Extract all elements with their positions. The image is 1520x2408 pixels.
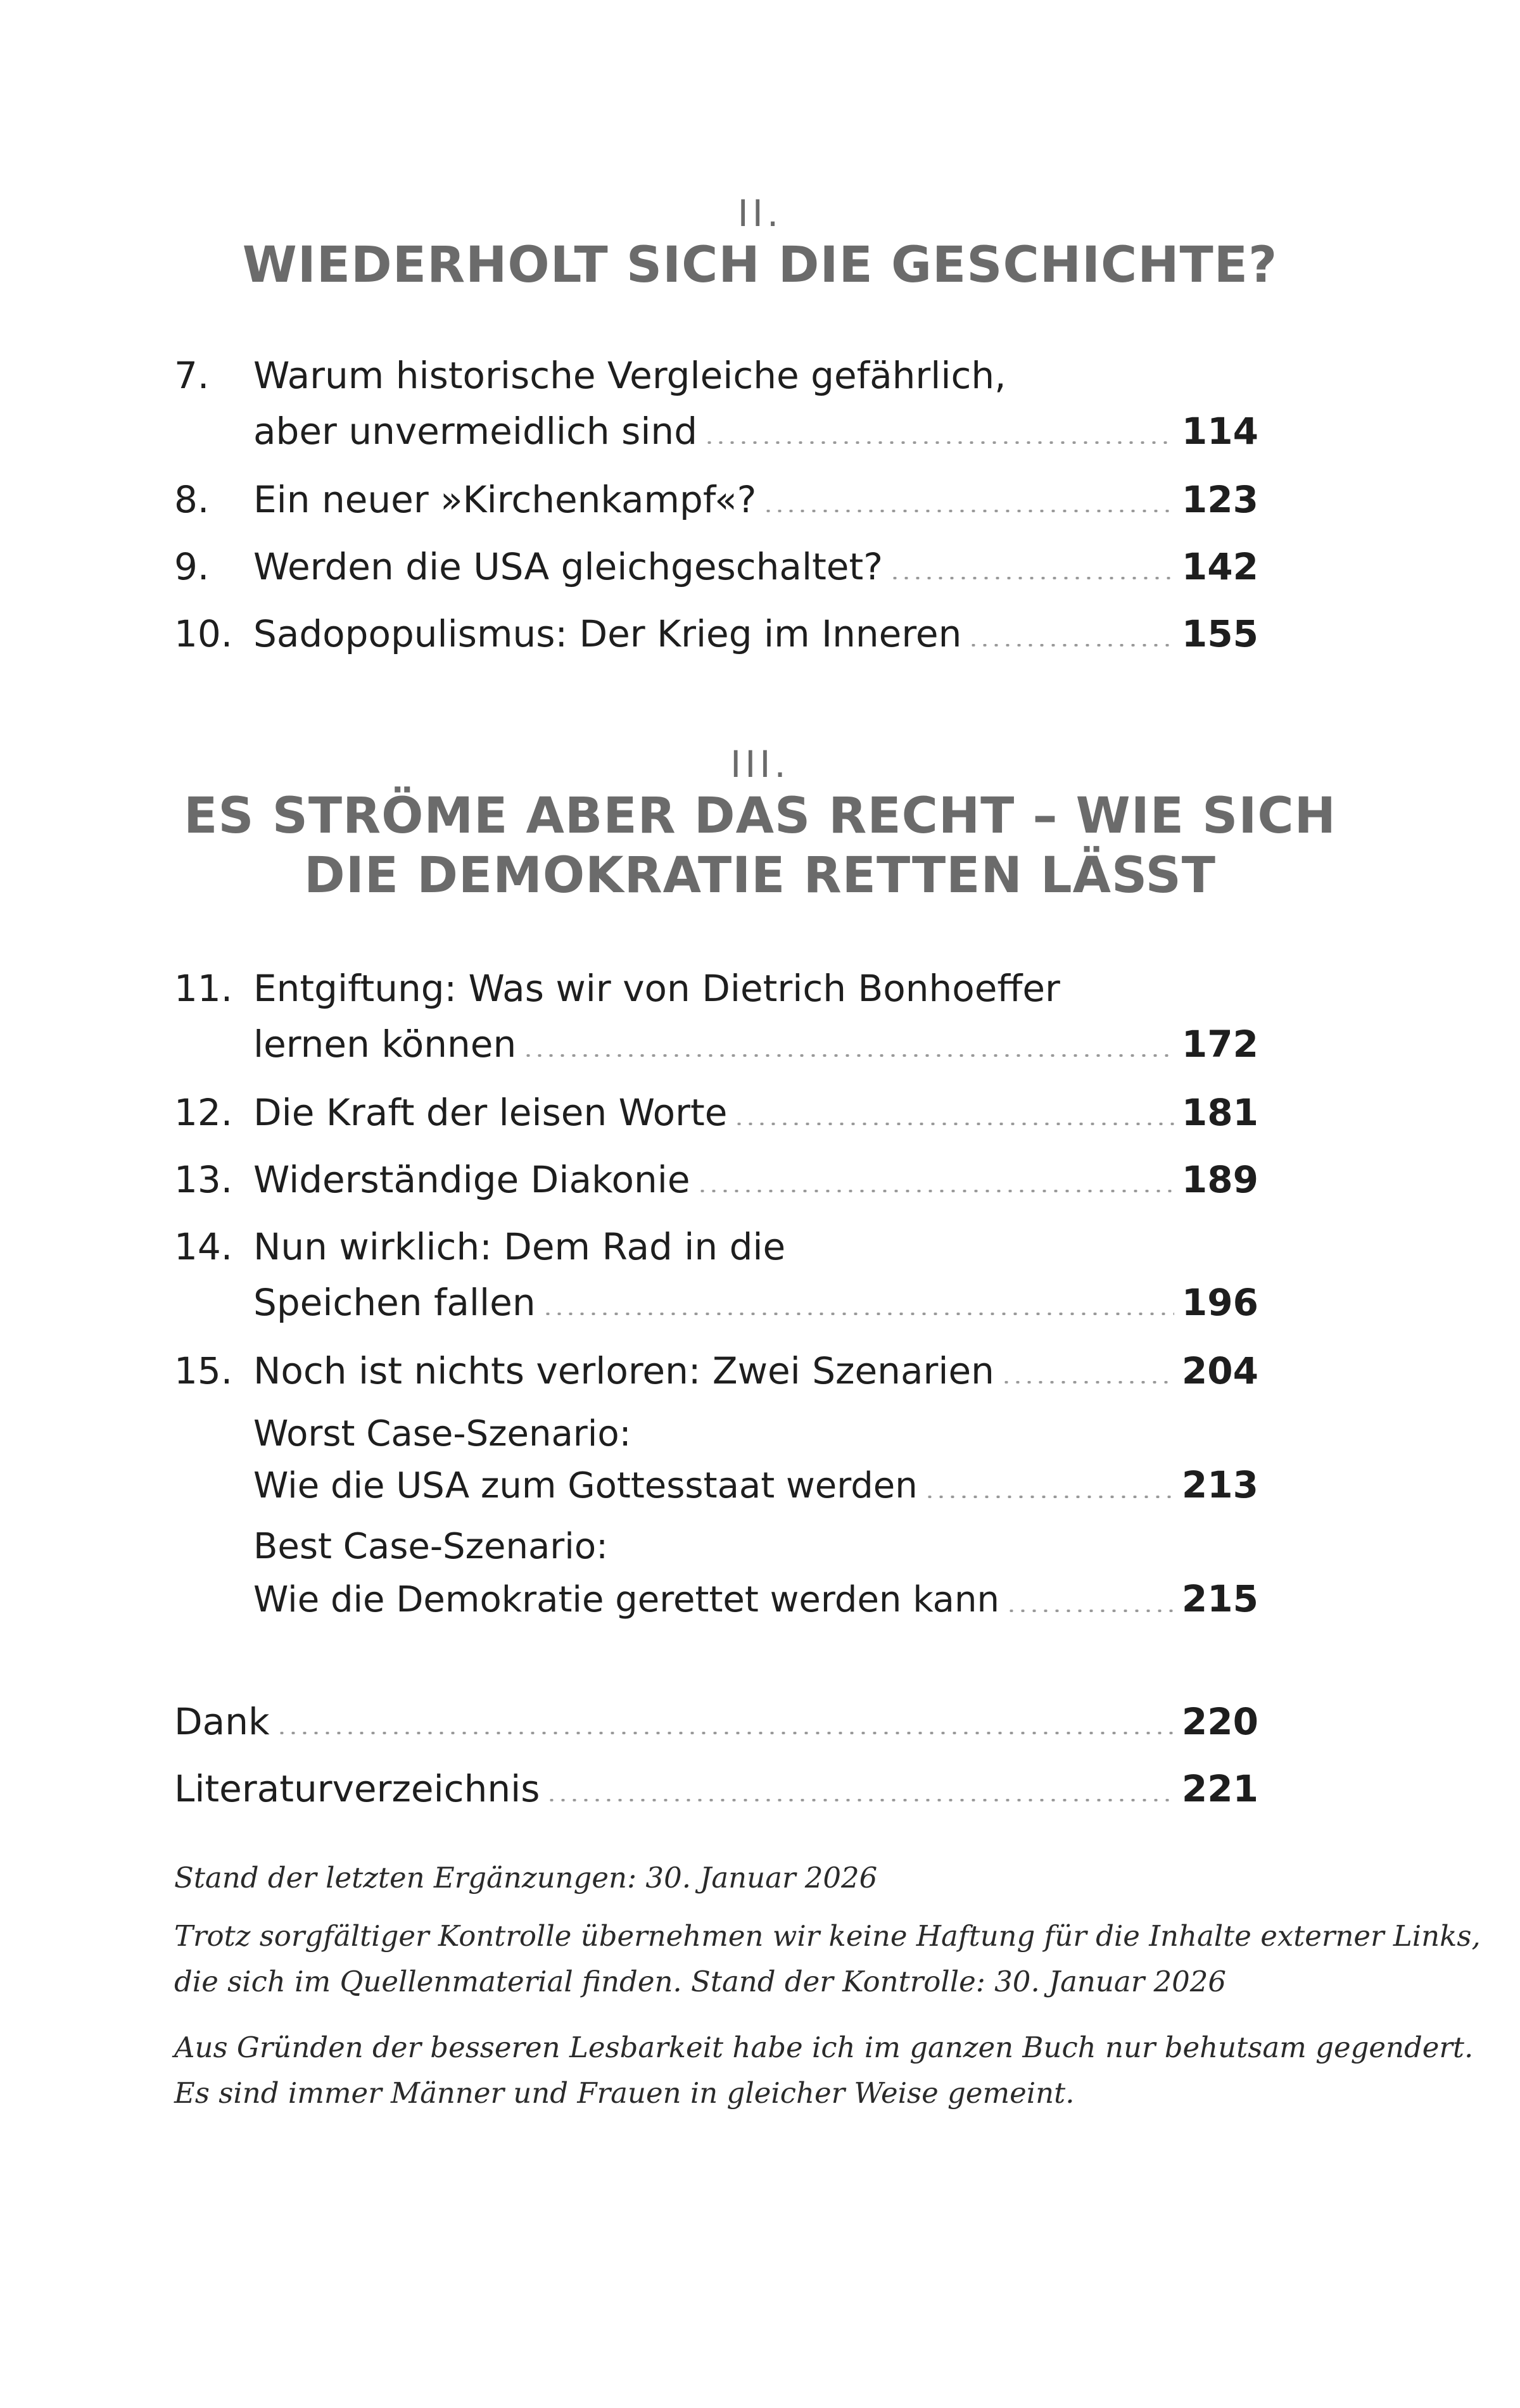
dot-leader bbox=[546, 1799, 1174, 1801]
chapter-number: 12. bbox=[174, 1091, 233, 1134]
chapter-number: 11. bbox=[174, 967, 233, 1010]
subentry-title-line2: Wie die Demokratie gerettet werden kann bbox=[253, 1579, 999, 1620]
chapter-title: Sadopopulismus: Der Krieg im Inneren bbox=[253, 612, 962, 655]
section-heading-2 bbox=[0, 191, 1520, 295]
chapter-title: Ein neuer »Kirchenkampf«? bbox=[253, 478, 757, 521]
dot-leader bbox=[733, 1123, 1174, 1125]
note-gender bbox=[174, 2025, 1474, 2116]
section-title-line2: DIE DEMOKRATIE RETTEN LÄSST bbox=[303, 847, 1217, 904]
section-title-line1: ES STRÖME ABER DAS RECHT – WIE SICH bbox=[184, 788, 1336, 845]
chapter-title: Werden die USA gleichgeschaltet? bbox=[253, 545, 884, 588]
toc-entry-13 bbox=[174, 1151, 1258, 1208]
backmatter-title: Literaturverzeichnis bbox=[174, 1767, 540, 1810]
chapter-title-line2: aber unvermeidlich sind bbox=[253, 410, 698, 453]
chapter-title-line2: lernen können bbox=[253, 1023, 517, 1066]
toc-entry-7 bbox=[174, 347, 1258, 404]
toc-entry-9 bbox=[174, 538, 1258, 595]
toc-subentry-best-case-cont bbox=[174, 1570, 1258, 1627]
chapter-title-line1: Entgiftung: Was wir von Dietrich Bonhoeffer bbox=[253, 967, 1060, 1010]
chapter-title-line2: Speichen fallen bbox=[253, 1281, 536, 1324]
page-number: 213 bbox=[1181, 1463, 1258, 1506]
chapter-title: Widerständige Diakonie bbox=[253, 1158, 690, 1201]
subentry-title-line1: Worst Case-Szenario: bbox=[253, 1413, 631, 1454]
dot-leader bbox=[697, 1190, 1174, 1192]
note-gender-line2: Es sind immer Männer und Frauen in gleicher Weise gemeint. bbox=[174, 2076, 1075, 2110]
page-number: 123 bbox=[1181, 478, 1258, 521]
toc-subentry-worst-case bbox=[174, 1406, 1258, 1463]
note-stand-text: Stand der letzten Ergänzungen: 30. Januar 2026 bbox=[174, 1861, 878, 1894]
page-number: 196 bbox=[1181, 1281, 1258, 1324]
dot-leader bbox=[763, 510, 1174, 512]
chapter-number: 8. bbox=[174, 478, 210, 521]
page-number: 181 bbox=[1181, 1091, 1258, 1134]
page-number: 215 bbox=[1181, 1577, 1258, 1620]
chapter-number: 9. bbox=[174, 545, 210, 588]
chapter-number: 7. bbox=[174, 354, 210, 397]
note-stand bbox=[174, 1855, 1314, 1901]
chapter-title-line1: Nun wirklich: Dem Rad in die bbox=[253, 1225, 786, 1268]
toc-entry-11 bbox=[174, 960, 1258, 1017]
backmatter-title: Dank bbox=[174, 1700, 270, 1743]
toc-subentry-best-case bbox=[174, 1518, 1258, 1575]
section-heading-3 bbox=[0, 742, 1520, 905]
chapter-number: 15. bbox=[174, 1349, 233, 1392]
toc-entry-8 bbox=[174, 471, 1258, 528]
toc-entry-14-cont bbox=[174, 1274, 1258, 1331]
page-number: 189 bbox=[1181, 1158, 1258, 1201]
chapter-title-line1: Warum historische Vergleiche gefährlich, bbox=[253, 354, 1006, 397]
subentry-title-line2: Wie die USA zum Gottesstaat werden bbox=[253, 1465, 918, 1506]
note-gender-line1: Aus Gründen der besseren Lesbarkeit habe ich im ganzen Buch nur behutsam gegendert. bbox=[174, 2031, 1474, 2064]
note-haftung bbox=[174, 1913, 1481, 2005]
dot-leader bbox=[968, 644, 1174, 646]
toc-entry-14 bbox=[174, 1218, 1258, 1275]
section-numeral: III. bbox=[730, 743, 790, 786]
chapter-title: Noch ist nichts verloren: Zwei Szenarien bbox=[253, 1349, 994, 1392]
toc-entry-7-cont bbox=[174, 403, 1258, 460]
chapter-title: Die Kraft der leisen Worte bbox=[253, 1091, 728, 1134]
dot-leader bbox=[704, 441, 1174, 444]
page-number: 155 bbox=[1181, 612, 1258, 655]
page-number: 114 bbox=[1181, 410, 1258, 453]
subentry-title-line1: Best Case-Szenario: bbox=[253, 1526, 608, 1567]
toc-entry-10 bbox=[174, 605, 1258, 662]
page-number: 220 bbox=[1181, 1700, 1258, 1743]
chapter-number: 14. bbox=[174, 1225, 233, 1268]
toc-entry-12 bbox=[174, 1084, 1258, 1141]
toc-entry-literaturverzeichnis bbox=[174, 1760, 1258, 1817]
chapter-number: 13. bbox=[174, 1158, 233, 1201]
dot-leader bbox=[542, 1313, 1174, 1315]
chapter-number: 10. bbox=[174, 612, 233, 655]
note-haftung-line2: die sich im Quellenmaterial finden. Stand der Kontrolle: 30. Januar 2026 bbox=[174, 1965, 1227, 1998]
section-numeral: II. bbox=[737, 192, 783, 235]
toc-subentry-worst-case-cont bbox=[174, 1456, 1258, 1513]
dot-leader bbox=[889, 577, 1174, 579]
section-title: WIEDERHOLT SICH DIE GESCHICHTE? bbox=[242, 237, 1278, 294]
dot-leader bbox=[924, 1496, 1174, 1498]
page-number: 142 bbox=[1181, 545, 1258, 588]
dot-leader bbox=[522, 1054, 1174, 1057]
note-haftung-line1: Trotz sorgfältiger Kontrolle übernehmen wir keine Haftung für die Inhalte externer Links, bbox=[174, 1919, 1481, 1953]
dot-leader bbox=[1001, 1381, 1174, 1384]
page-number: 221 bbox=[1181, 1767, 1258, 1810]
toc-entry-dank bbox=[174, 1693, 1258, 1750]
page-number: 172 bbox=[1181, 1023, 1258, 1066]
dot-leader bbox=[1006, 1610, 1174, 1612]
toc-entry-11-cont bbox=[174, 1016, 1258, 1073]
toc-entry-15 bbox=[174, 1342, 1258, 1399]
page-number: 204 bbox=[1181, 1349, 1258, 1392]
dot-leader bbox=[276, 1732, 1174, 1734]
